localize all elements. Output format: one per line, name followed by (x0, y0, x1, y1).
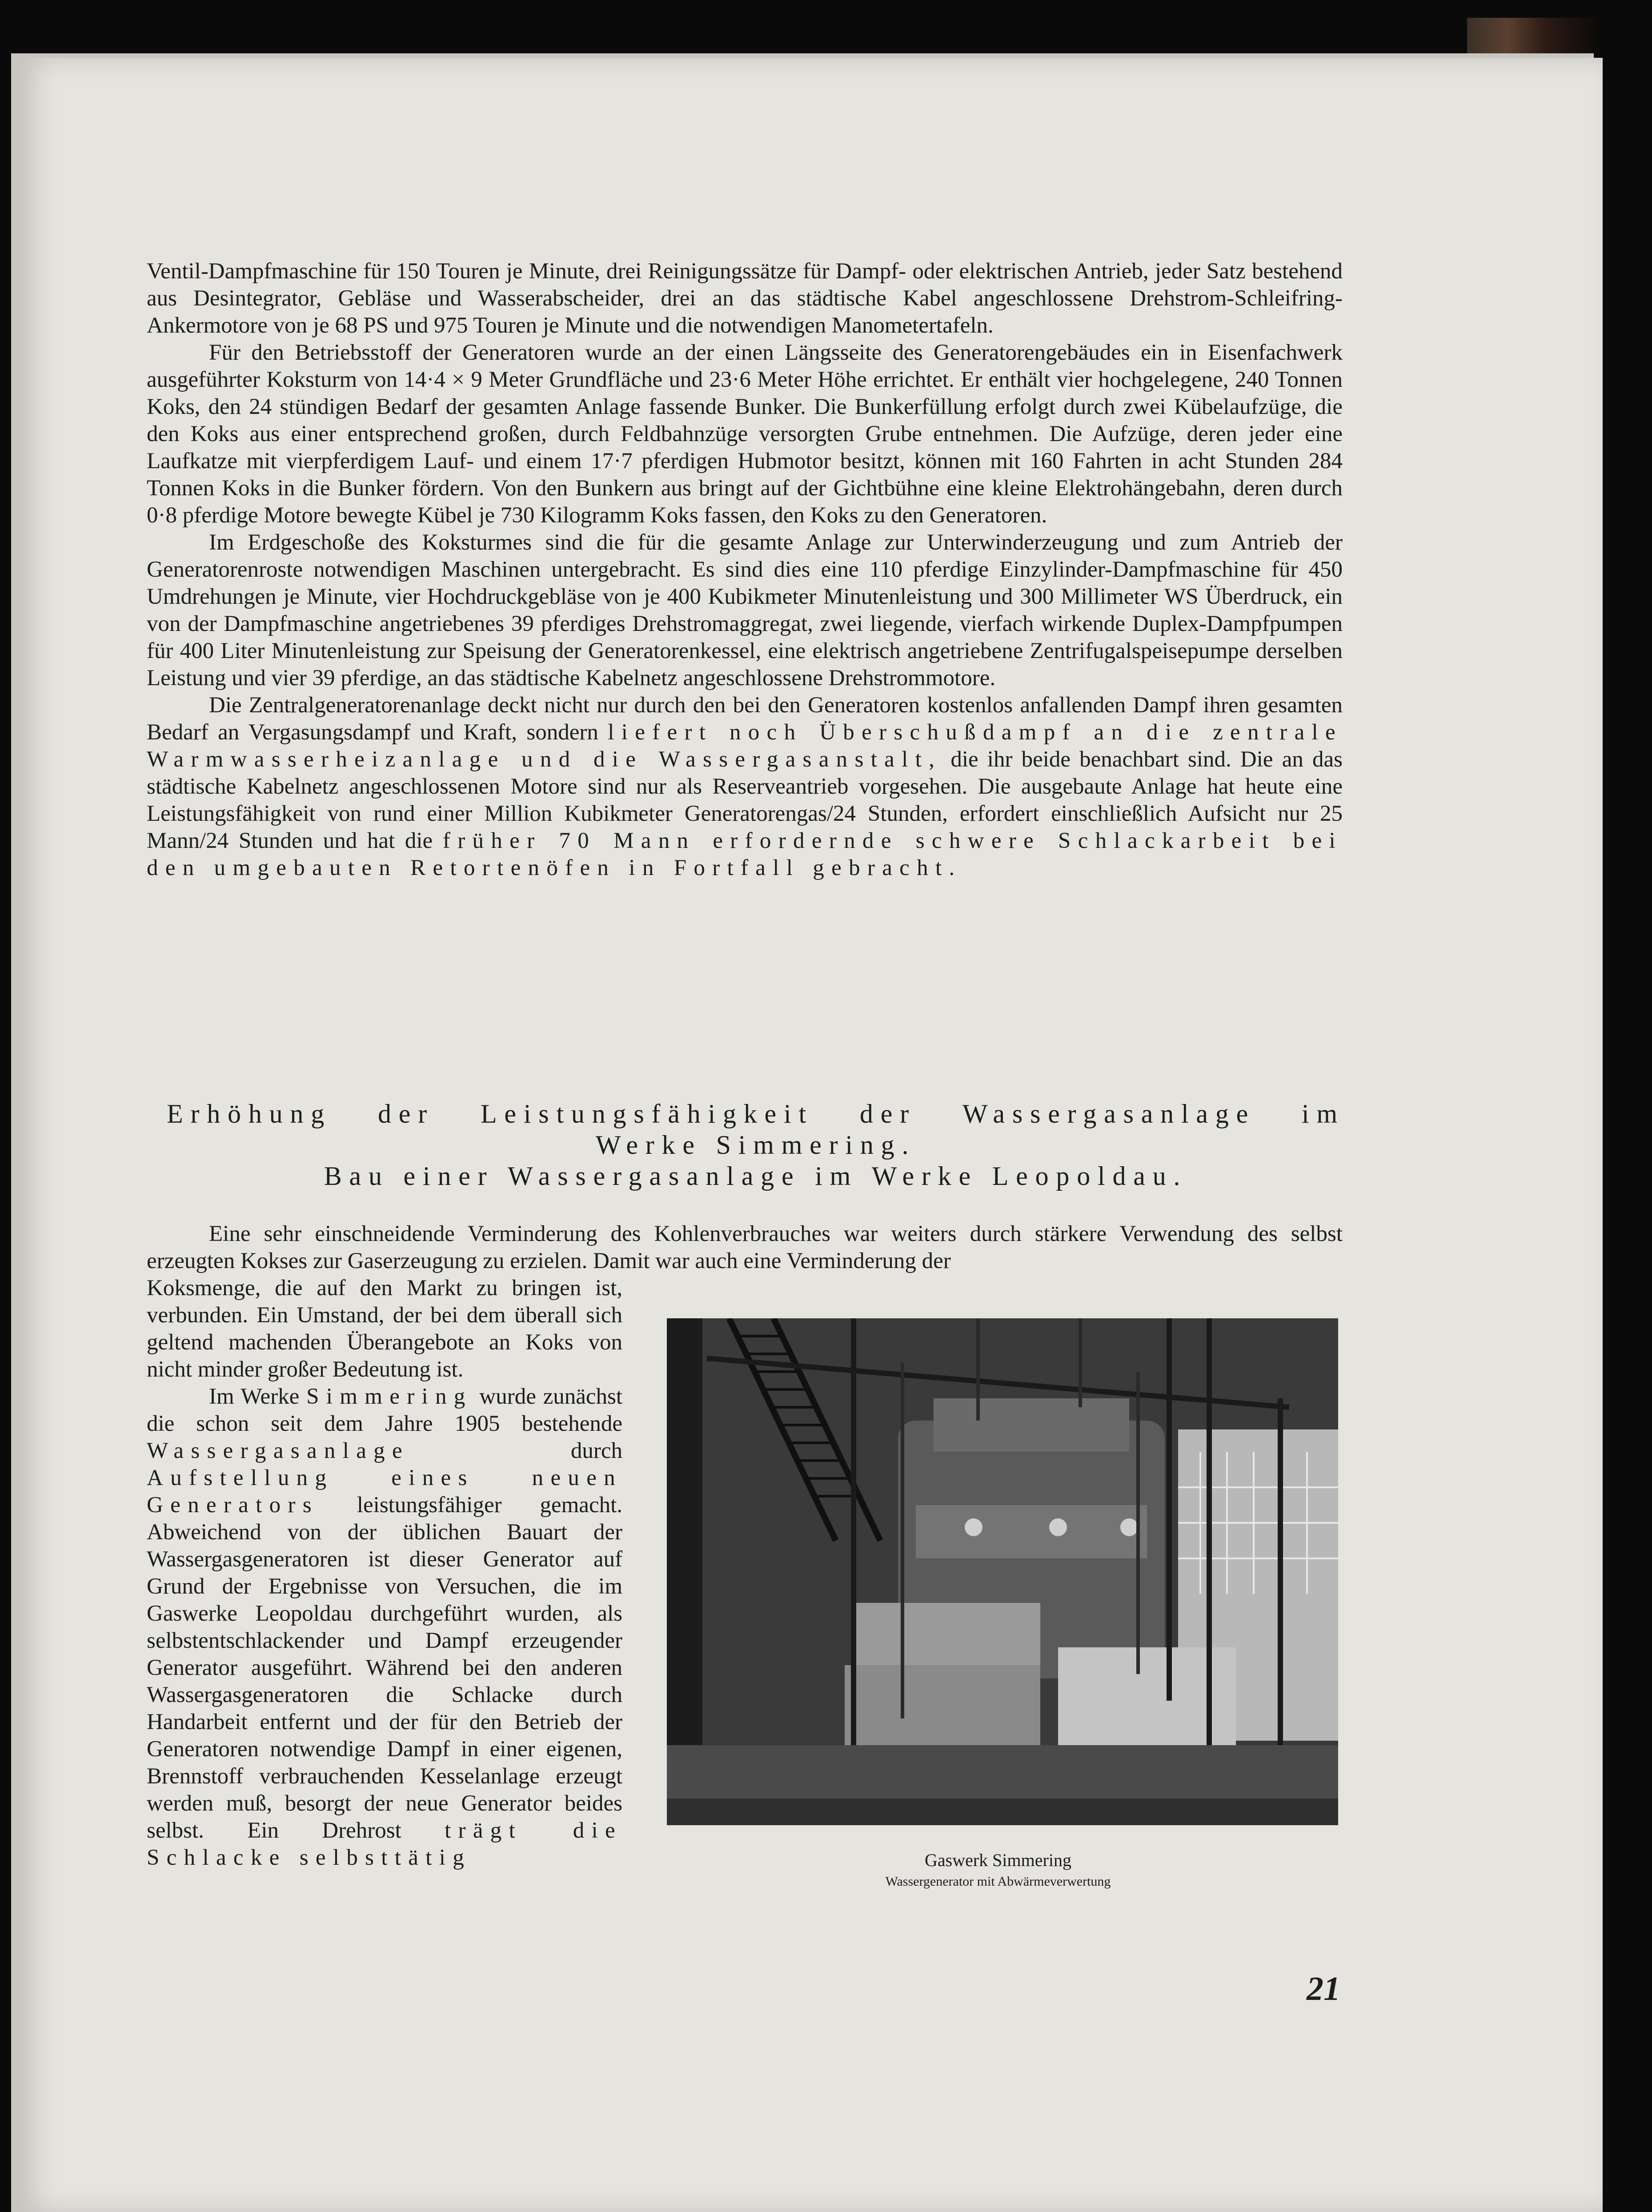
book-page (20, 58, 1603, 2212)
paragraph-4-mid: die ihr beide benachbart sind. Die an das städtische Kabelnetz angeschlossenen Motore sind nur als Reserveantrieb vorgesehen. Die ausgebaute Anlage hat heute eine Leistungsfähigkeit von rund einer Million Kubikmeter Generatorengas/24 Stunden, erfordert einschließlich Aufsicht nur 25 Mann/24 Stunden und hat die (147, 747, 1343, 853)
photo-caption-title: Gaswerk Simmering (925, 1850, 1071, 1870)
paragraph-6-e: durch (570, 1438, 622, 1463)
paragraph-6-c: wurde zunächst die schon seit dem Jahre 1905 bestehende (147, 1384, 623, 1436)
paragraph-6-b: Simmering (306, 1384, 473, 1409)
paragraph-3: Im Erdgeschoße des Koksturmes sind die für die gesamte Anlage zur Unterwinderzeugung und zum Antrieb der Generatorenroste notwendigen Maschinen untergebracht. Es sind dies eine 110 pferdige Einzylinder-Dampfmaschine für 450 Umdrehungen je Minute, vier Hochdruckgebläse von je 400 Kubikmeter Minutenleistung und 300 Millimeter WS Überdruck, ein von der Dampfmaschine angetriebenes 39 pferdiges Drehstromaggregat, zwei liegende, vierfach wirkende Duplex-Dampfpumpen für 400 Liter Minutenleistung zur Speisung der Generatorenkessel, eine elektrisch angetriebene Zentrifugalspeisepumpe derselben Leistung und vier 39 pferdige, an das städtische Kabelnetz angeschlossene Drehstrommotore. (147, 530, 1343, 690)
paragraph-1: Ventil-Dampfmaschine für 150 Touren je Minute, drei Reinigungssätze für Dampf- oder elektrischen Antrieb, jeder Satz bestehend aus Desintegrator, Gebläse und Wasserabscheider, drei an das städtische Kabel angeschlossene Drehstrom-Schleifring-Ankermotore von je 68 PS und 975 Touren je Minute und die notwendigen Manometertafeln. (147, 259, 1343, 338)
paragraph-6 (147, 1383, 622, 1871)
heading-word: der (377, 1099, 434, 1128)
photo-wassergenerator (667, 1318, 1338, 1825)
paragraph-6-d: Wassergasanlage (147, 1438, 409, 1463)
heading-word: der (859, 1099, 916, 1128)
section-heading (167, 1098, 1345, 1192)
paragraph-6-g: leistungsfähiger gemacht. Abweichend von der üblichen Bauart der Wassergasgeneratoren ist dieser Generator auf Grund der Ergebnisse von Versuchen, die im Gaswerke Leopoldau durchgeführt wurden, als selbstentschlackender und Dampf erzeugender Generator ausgeführt. Während bei den anderen Wassergasgeneratoren die Schlacke durch Handarbeit entfernt und der für den Betrieb der Generatoren notwendige Dampf in einer eigenen, Brennstoff verbrauchenden Kesselanlage erzeugt werden muß, besorgt der neue Generator beides selbst. Ein Drehrost (147, 1493, 622, 1843)
paragraph-5-column: Koksmenge, die auf den Markt zu bringen ist, verbunden. Ein Umstand, der bei dem überall sich geltend machenden Überangebote an Koks von nicht minder großer Bedeutung ist. (147, 1276, 622, 1382)
heading-word: im (1302, 1099, 1345, 1128)
photo-illustration (667, 1318, 1338, 1825)
page-number: 21 (1307, 1970, 1340, 2007)
paragraph-4-start: Die Zentralgeneratorenanlage deckt nicht nur durch den bei den Generatoren kostenlos anfallenden Dampf ihren gesamten Bedarf an Vergasungsdampf und Kraft, sondern (147, 693, 1343, 745)
heading-word: Wassergasanlage (962, 1099, 1256, 1128)
paragraph-6-a: Im Werke (209, 1384, 300, 1409)
left-column-text (147, 1275, 622, 1871)
photo-caption-subtitle: Wassergenerator mit Abwärmeverwertung (885, 1874, 1111, 1889)
heading-word: Erhöhung (167, 1099, 332, 1128)
paragraph-6-h: trägt die Schlacke selbsttätig (147, 1818, 622, 1870)
paragraph-4 (147, 692, 1343, 882)
paragraph-4-spaced-1: liefert noch Überschußdampf an die zentrale Warmwasserheizanlage und die Wassergasanstalt, (147, 720, 1343, 772)
heading-word: Leistungsfähigkeit (480, 1099, 814, 1128)
paragraph-6-f: Aufstellung eines neuen Generators (147, 1465, 622, 1517)
upper-text (147, 258, 1343, 882)
paragraph-5-full (147, 1220, 1343, 1275)
paragraph-4-spaced-2: früher 70 Mann erfordernde schwere Schlackarbeit bei den umgebauten Retortenöfen in Fortfall gebracht. (147, 828, 1343, 880)
heading-line-3: Bau einer Wassergasanlage im Werke Leopoldau. (324, 1161, 1188, 1191)
paragraph-2: Für den Betriebsstoff der Generatoren wurde an der einen Längsseite des Generatorengebäudes ein in Eisenfachwerk ausgeführter Koksturm von 14·4 × 9 Meter Grundfläche und 23·6 Meter Höhe errichtet. Er enthält vier hochgelegene, 240 Tonnen Koks, den 24 stündigen Bedarf der gesamten Anlage fassende Bunker. Die Bunkerfüllung erfolgt durch zwei Kübelaufzüge, die den Koks aus einer entsprechend großen, durch Feldbahnzüge versorgten Grube entnehmen. Die Aufzüge, deren jeder eine Laufkatze mit vierpferdigem Lauf- und einem 17·7 pferdigen Hubmotor besitzt, können mit 160 Fahrten in acht Stunden 284 Tonnen Koks in die Bunker fördern. Von den Bunkern aus bringt auf der Gichtbühne eine kleine Elektrohängebahn, deren durch 0·8 pferdige Motore bewegte Kübel je 730 Kilogramm Koks fassen, den Koks zu den Generatoren. (147, 340, 1343, 528)
paragraph-5-start: Eine sehr einschneidende Verminderung des Kohlenverbrauches war weiters durch stärkere Verwendung des selbst erzeugten Kokses zur Gaserzeugung zu erzielen. Damit war auch eine Verminderung der (147, 1221, 1343, 1273)
heading-line-2: Werke Simmering. (595, 1130, 916, 1160)
heading-line-1 (167, 1098, 1345, 1129)
